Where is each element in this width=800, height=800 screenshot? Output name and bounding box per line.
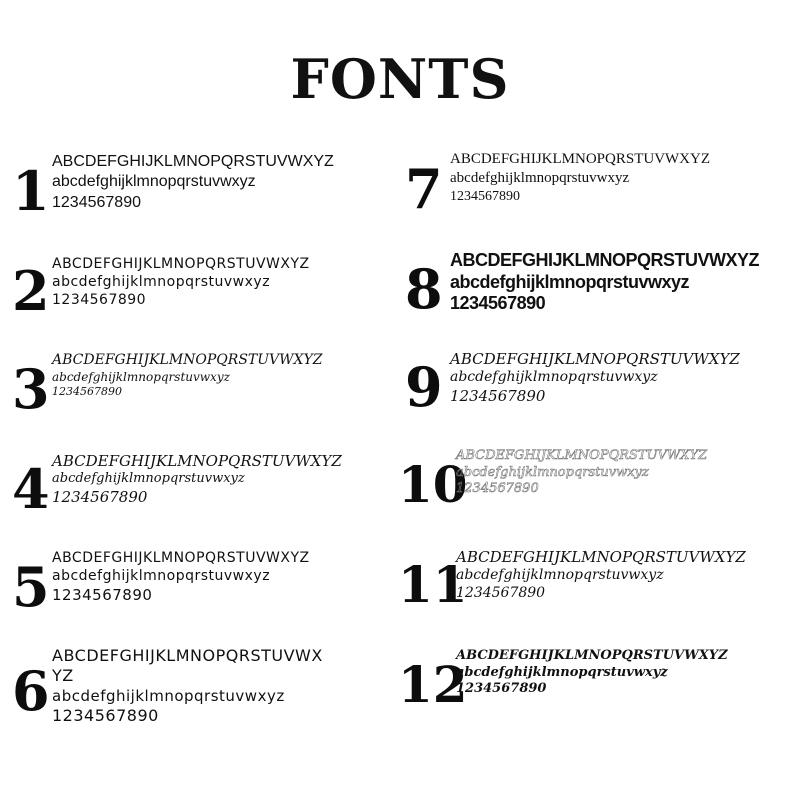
font-number: 5 <box>12 555 50 619</box>
font-number: 3 <box>12 357 50 421</box>
font-option-9[interactable] <box>405 348 795 444</box>
font-number: 10 <box>398 455 468 514</box>
uppercase-sample: ABCDEFGHIJKLMNOPQRSTUVWXYZ <box>52 550 310 566</box>
digits-sample: 1234567890 <box>450 189 520 205</box>
font-sample <box>456 648 728 698</box>
uppercase-sample: ABCDEFGHIJKLMNOPQRSTUVWXYZ <box>456 648 728 663</box>
font-option-4[interactable] <box>12 450 402 546</box>
digits-sample: 1234567890 <box>52 291 147 308</box>
font-sample <box>52 550 310 605</box>
uppercase-sample: ABCDEFGHIJKLMNOPQRSTUVWXYZ <box>456 448 708 463</box>
font-option-8[interactable] <box>405 250 795 346</box>
font-number: 1 <box>12 159 50 223</box>
lowercase-sample: abcdefghijklmnopqrstuvwxyz <box>52 471 245 487</box>
digits-sample: 1234567890 <box>52 585 153 604</box>
font-option-7[interactable] <box>405 148 795 244</box>
font-option-10[interactable] <box>398 446 788 542</box>
font-sample <box>52 256 310 310</box>
lowercase-sample: abcdefghijklmnopqrstuvwxyz <box>52 173 256 191</box>
digits-sample: 1234567890 <box>456 681 547 697</box>
font-number: 4 <box>12 457 50 521</box>
digits-sample: 1234567890 <box>456 585 546 602</box>
font-option-5[interactable] <box>12 548 402 644</box>
font-sample <box>456 448 707 498</box>
lowercase-sample: abcdefghijklmnopqrstuvwxyz <box>450 170 630 187</box>
digits-sample: 1234567890 <box>450 293 546 314</box>
font-sample <box>52 646 323 727</box>
digits-sample: 1234567890 <box>456 481 539 497</box>
lowercase-sample: abcdefghijklmnopqrstuvwxyz <box>52 686 285 705</box>
lowercase-sample: abcdefghijklmnopqrstuvwxyz <box>456 664 668 680</box>
digits-sample: 1234567890 <box>52 487 148 506</box>
lowercase-sample: abcdefghijklmnopqrstuvwxyz <box>52 273 271 290</box>
lowercase-sample: abcdefghijklmnopqrstuvwxyz <box>450 369 658 386</box>
font-sample <box>450 150 710 206</box>
uppercase-sample: ABCDEFGHIJKLMNOPQRSTUVWX <box>52 646 323 665</box>
lowercase-sample: abcdefghijklmnopqrstuvwxyz <box>450 271 690 292</box>
page-title: FONTS <box>290 47 510 111</box>
font-option-11[interactable] <box>398 546 788 642</box>
font-option-6[interactable] <box>12 644 402 744</box>
digits-sample: 1234567890 <box>52 706 159 726</box>
uppercase-sample: ABCDEFGHIJKLMNOPQRSTUVWXYZ <box>52 452 342 470</box>
lowercase-sample: abcdefghijklmnopqrstuvwxyz <box>52 567 271 584</box>
font-option-2[interactable] <box>12 252 402 348</box>
font-sample <box>52 152 334 213</box>
font-number: 7 <box>405 157 443 221</box>
font-option-1[interactable] <box>12 150 402 246</box>
font-sample <box>456 548 746 603</box>
uppercase-sample: ABCDEFGHIJKLMNOPQRSTUVWXYZ <box>52 352 323 368</box>
digits-sample: 1234567890 <box>52 193 141 211</box>
uppercase-sample: ABCDEFGHIJKLMNOPQRSTUVWXYZ <box>52 256 310 272</box>
uppercase-sample-continued: YZ <box>52 666 74 686</box>
uppercase-sample: ABCDEFGHIJKLMNOPQRSTUVWXYZ <box>450 350 740 368</box>
font-number: 8 <box>405 257 443 321</box>
font-sample <box>52 452 342 507</box>
uppercase-sample: ABCDEFGHIJKLMNOPQRSTUVWXYZ <box>450 151 711 167</box>
lowercase-sample: abcdefghijklmnopqrstuvwxyz <box>456 464 649 480</box>
font-option-3[interactable] <box>12 350 402 446</box>
uppercase-sample: ABCDEFGHIJKLMNOPQRSTUVWXYZ <box>456 548 746 566</box>
font-sample <box>450 350 740 406</box>
font-number: 9 <box>405 355 443 419</box>
uppercase-sample: ABCDEFGHIJKLMNOPQRSTUVWXYZ <box>52 153 334 170</box>
font-number: 2 <box>12 259 50 323</box>
lowercase-sample: abcdefghijklmnopqrstuvwxyz <box>52 369 230 384</box>
font-number: 6 <box>12 659 50 723</box>
lowercase-sample: abcdefghijklmnopqrstuvwxyz <box>456 567 664 584</box>
font-option-12[interactable] <box>398 646 788 742</box>
font-number: 12 <box>398 655 468 714</box>
digits-sample: 1234567890 <box>450 387 546 406</box>
font-number: 11 <box>398 555 468 614</box>
font-sample <box>52 352 322 399</box>
font-sample <box>450 250 759 315</box>
digits-sample: 1234567890 <box>52 385 122 399</box>
uppercase-sample: ABCDEFGHIJKLMNOPQRSTUVWXYZ <box>450 250 760 270</box>
